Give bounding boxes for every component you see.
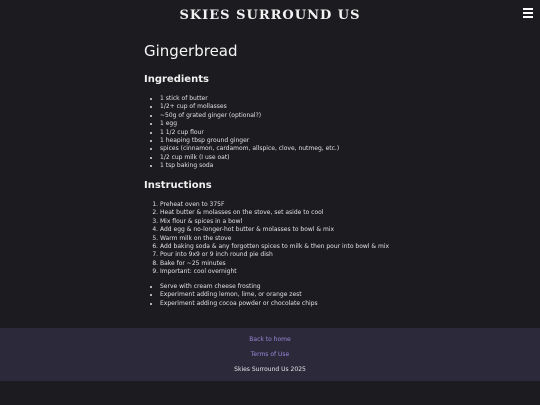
notes-list — [144, 283, 490, 308]
instruction-step: 6. Add baking soda & any forgotten spices to milk & then pour into bowl & mix — [160, 243, 490, 251]
instruction-step: 3. Mix flour & spices in a bowl — [160, 218, 490, 226]
footer-terms-row — [0, 351, 540, 358]
instructions-heading: Instructions — [144, 180, 212, 191]
ingredient-item: • ~50g of grated ginger (optional?) — [160, 112, 490, 120]
site-title[interactable]: SKIES SURROUND US — [179, 8, 361, 23]
copyright-text: Skies Surround Us 2025 — [234, 366, 306, 373]
menu-icon-line — [523, 12, 533, 14]
ingredient-item: • 1/2+ cup of mollasses — [160, 103, 490, 111]
terms-of-use-link[interactable]: Terms of Use — [250, 351, 290, 358]
footer-home-row — [0, 336, 540, 343]
menu-icon-line — [523, 8, 533, 10]
page-title: Gingerbread — [144, 42, 238, 60]
ingredients-heading: Ingredients — [144, 74, 209, 85]
ingredient-item: • spices (cinnamon, cardamom, allspice, clove, nutmeg, etc.) — [160, 145, 490, 153]
note-item: • Experiment adding lemon, lime, or orange zest — [160, 291, 490, 299]
recipe-content — [144, 42, 474, 307]
instruction-step: 1. Preheat oven to 375F — [160, 201, 490, 209]
instruction-step: 9. Important: cool overnight — [160, 268, 490, 276]
instruction-step: 8. Bake for ~25 minutes — [160, 260, 490, 268]
instruction-step: 7. Pour into 9x9 or 9 inch round pie dish — [160, 251, 490, 259]
instruction-step: 4. Add egg & no-longer-hot butter & molasses to bowl & mix — [160, 226, 490, 234]
top-bar — [0, 0, 540, 32]
instruction-step: 5. Warm milk on the stove — [160, 235, 490, 243]
ingredient-item: • 1 stick of butter — [160, 95, 490, 103]
ingredient-item: • 1 egg — [160, 120, 490, 128]
menu-icon-line — [523, 16, 533, 18]
ingredient-item: • 1 tsp baking soda — [160, 162, 490, 170]
hamburger-menu-icon[interactable] — [523, 8, 533, 20]
note-item: • Experiment adding cocoa powder or chocolate chips — [160, 300, 490, 308]
ingredient-item: • 1/2 cup milk (I use oat) — [160, 154, 490, 162]
ingredient-item: • 1 1/2 cup flour — [160, 129, 490, 137]
note-item: • Serve with cream cheese frosting — [160, 283, 490, 291]
instructions-list — [144, 201, 490, 277]
instruction-step: 2. Heat butter & molasses on the stove, set aside to cool — [160, 209, 490, 217]
back-to-home-link[interactable]: Back to home — [249, 336, 291, 343]
ingredient-item: • 1 heaping tbsp ground ginger — [160, 137, 490, 145]
ingredients-list — [144, 95, 490, 171]
footer — [0, 328, 540, 381]
